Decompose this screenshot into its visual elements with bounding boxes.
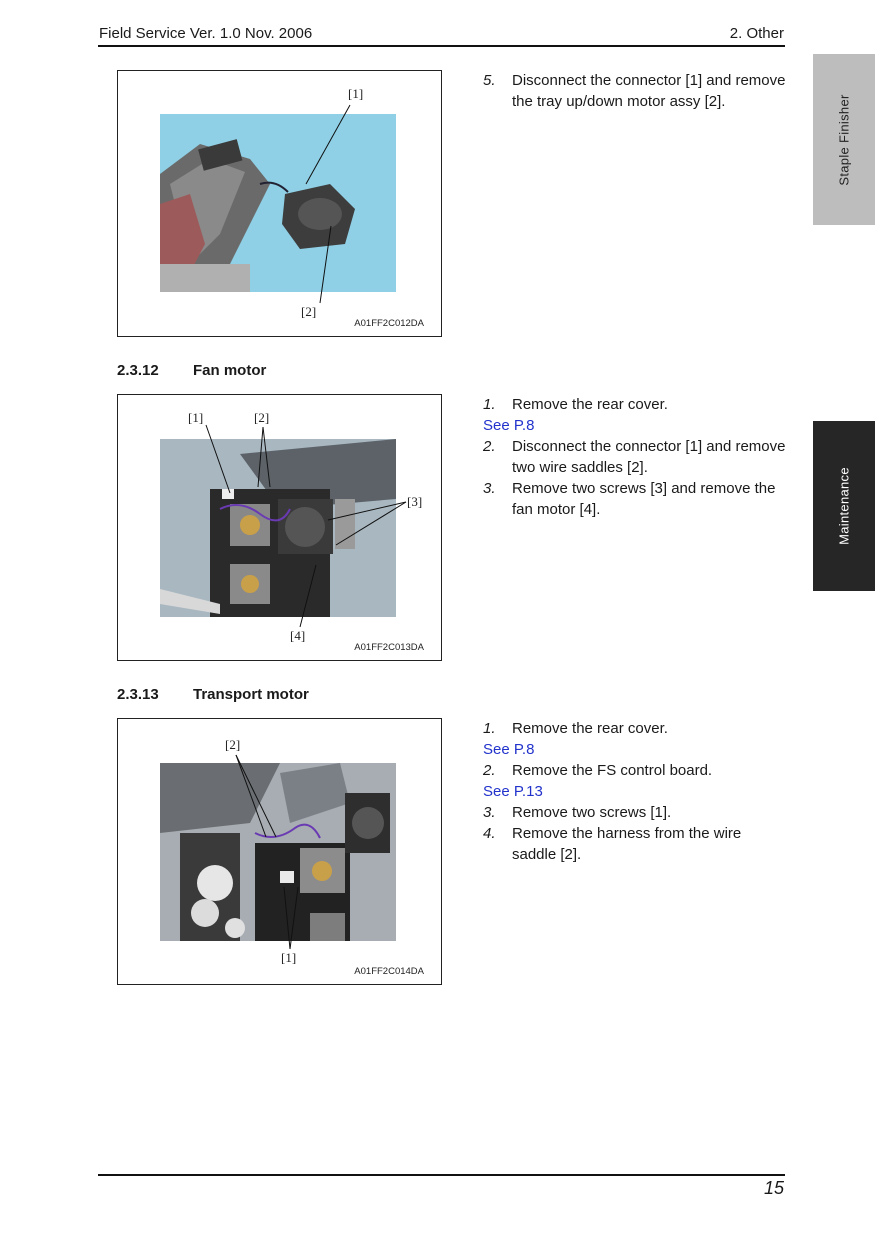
callout-2: [2] xyxy=(225,737,241,752)
callout-1: [1] xyxy=(348,86,364,101)
side-tab-maintenance[interactable] xyxy=(813,421,875,591)
fan-motor-steps xyxy=(483,394,788,520)
transport-motor-leader-lines xyxy=(118,719,441,984)
section-title-transport-motor xyxy=(117,686,309,703)
section-name: Fan motor xyxy=(193,362,267,379)
see-reference-link[interactable]: See P.8 xyxy=(483,741,535,758)
figure-code: A01FF2C014DA xyxy=(354,966,424,977)
side-tab-staple-finisher[interactable] xyxy=(813,54,875,225)
step-text: Disconnect the connector [1] and remove two wire saddles [2]. xyxy=(512,438,786,476)
see-reference-link[interactable]: See P.13 xyxy=(483,783,543,800)
tray-motor-leader-lines xyxy=(118,71,441,336)
step-number: 3. xyxy=(483,804,496,821)
callout-3: [3] xyxy=(407,494,423,509)
step-item xyxy=(483,478,788,520)
step-item xyxy=(483,394,788,415)
header-title: Field Service Ver. 1.0 Nov. 2006 xyxy=(99,25,313,42)
section-number: 2.3.12 xyxy=(117,362,159,379)
step-item xyxy=(483,823,788,865)
step-number: 4. xyxy=(483,825,496,842)
figure-code: A01FF2C013DA xyxy=(354,642,424,653)
callout-2: [2] xyxy=(254,410,270,425)
side-tab-staple-finisher-label: Staple Finisher xyxy=(836,93,852,186)
step-number: 1. xyxy=(483,396,496,413)
fan-motor-leader-lines xyxy=(118,395,441,660)
step-text: Remove the FS control board. xyxy=(512,762,713,779)
callout-1: [1] xyxy=(281,950,297,965)
step-item xyxy=(483,802,788,823)
callout-4: [4] xyxy=(290,628,306,643)
figure-fan-motor xyxy=(117,394,442,661)
step-item xyxy=(483,70,788,112)
figure-code: A01FF2C012DA xyxy=(354,318,424,329)
step-text: Remove the rear cover. xyxy=(512,396,668,413)
header-chapter: 2. Other xyxy=(729,25,784,42)
section-name: Transport motor xyxy=(193,686,309,703)
tray-motor-steps xyxy=(483,70,788,112)
page-number: 15 xyxy=(763,1178,784,1198)
header-divider xyxy=(98,45,785,47)
transport-motor-steps xyxy=(483,718,788,865)
step-number: 5. xyxy=(483,72,496,89)
step-text: Remove the rear cover. xyxy=(512,720,668,737)
figure-transport-motor xyxy=(117,718,442,985)
figure-tray-motor xyxy=(117,70,442,337)
step-text: Remove two screws [3] and remove the fan motor [4]. xyxy=(512,480,776,518)
callout-1: [1] xyxy=(188,410,204,425)
step-item xyxy=(483,718,788,739)
footer-divider xyxy=(98,1174,785,1176)
step-item xyxy=(483,760,788,781)
step-number: 1. xyxy=(483,720,496,737)
step-item xyxy=(483,436,788,478)
step-number: 2. xyxy=(483,438,496,455)
step-text: Remove two screws [1]. xyxy=(512,804,672,821)
step-text: Remove the harness from the wire saddle [2]. xyxy=(512,825,742,863)
side-tab-maintenance-label: Maintenance xyxy=(836,467,852,545)
step-number: 3. xyxy=(483,480,496,497)
section-title-fan-motor xyxy=(117,362,266,379)
step-number: 2. xyxy=(483,762,496,779)
see-reference-link[interactable]: See P.8 xyxy=(483,417,535,434)
callout-2: [2] xyxy=(301,304,317,319)
step-text: Disconnect the connector [1] and remove the tray up/down motor assy [2]. xyxy=(512,72,786,110)
section-number: 2.3.13 xyxy=(117,686,159,703)
